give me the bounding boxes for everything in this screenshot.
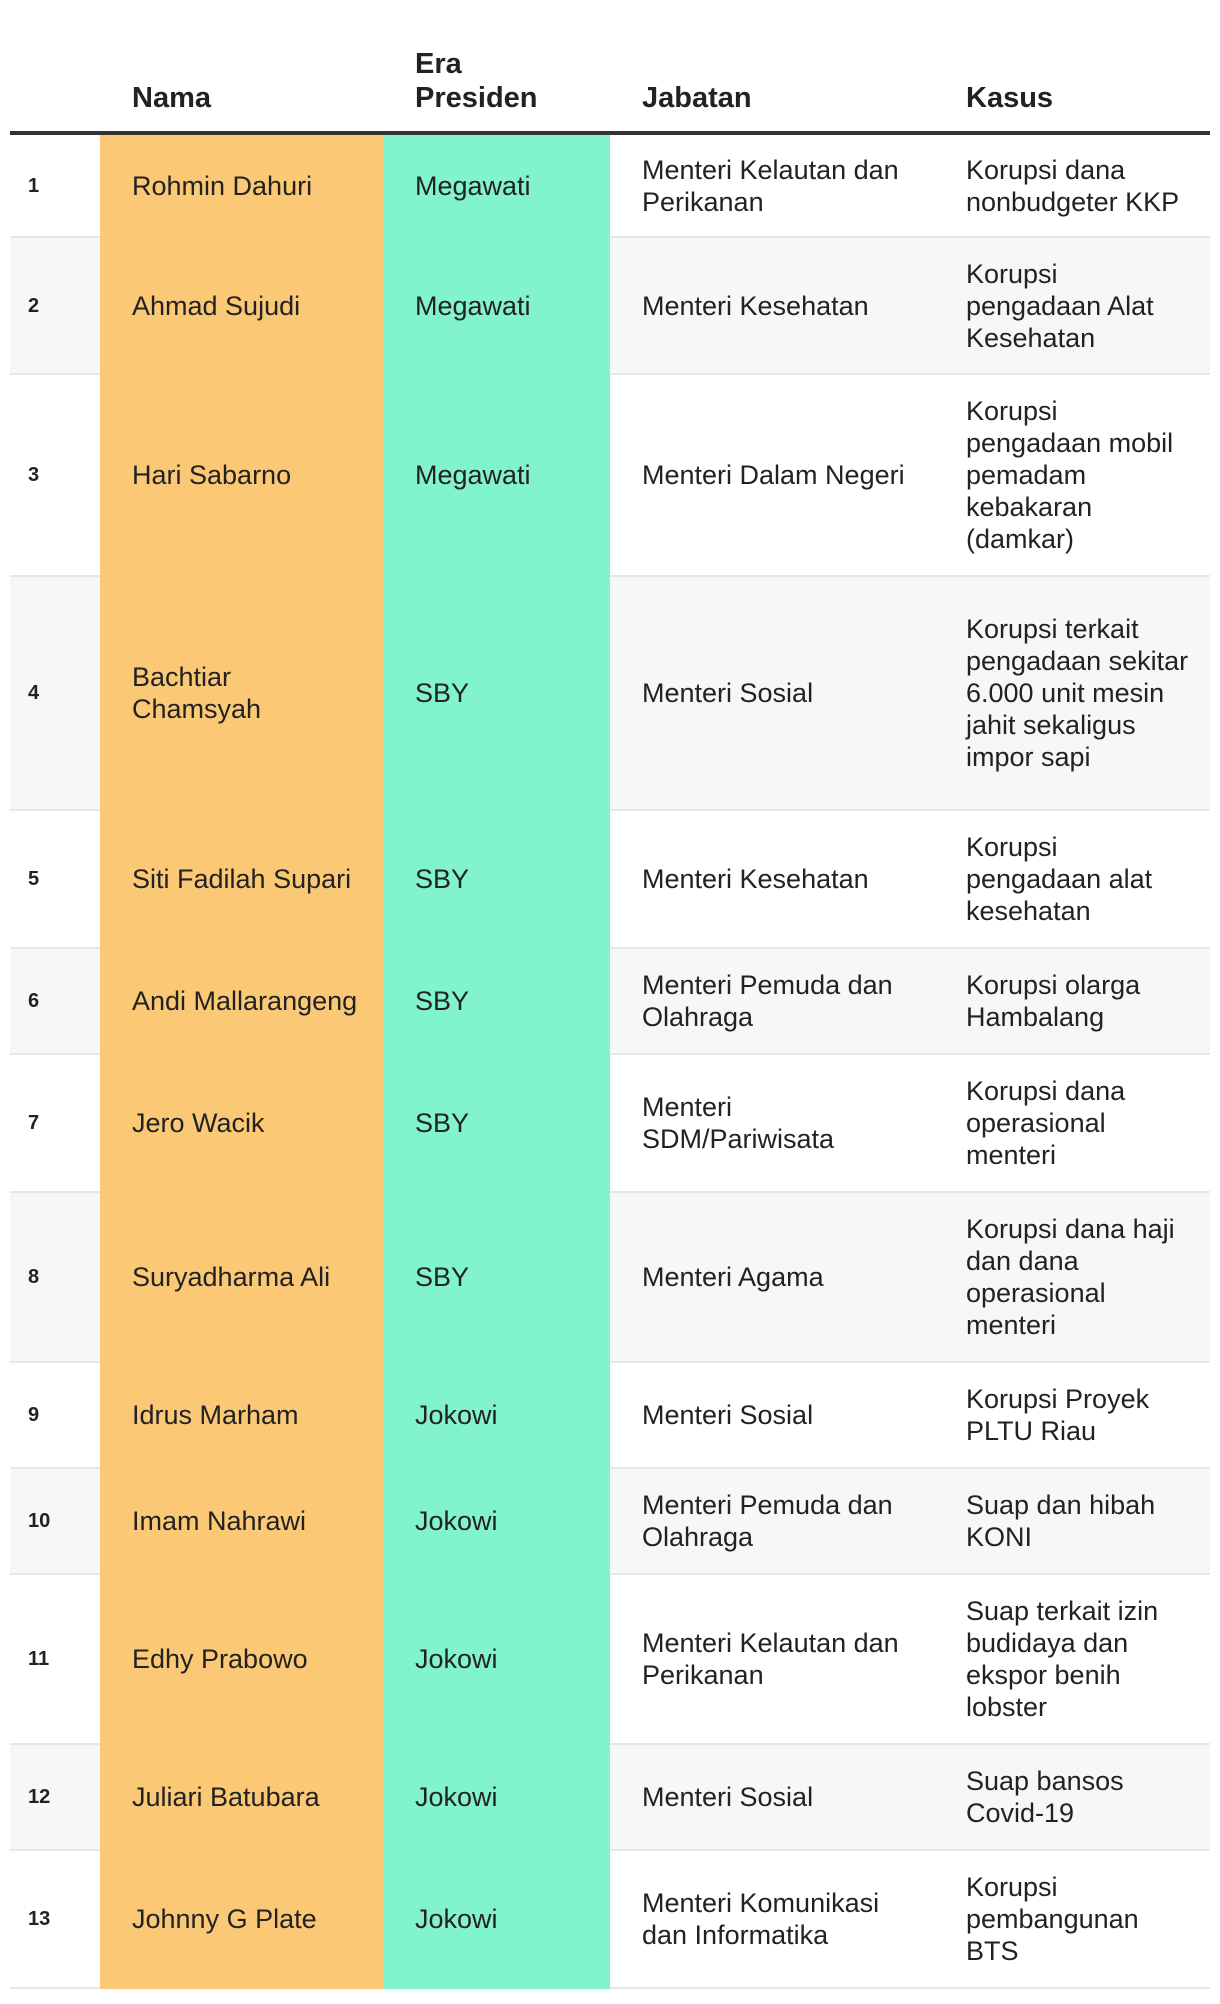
cell-era: SBY (383, 1054, 610, 1192)
cell-nama: Ahmad Sujudi (100, 237, 383, 374)
row-number: 5 (10, 810, 100, 948)
cell-era: Jokowi (383, 1850, 610, 1988)
cell-kasus: Korupsi pengadaan Alat Kesehatan (934, 237, 1210, 374)
row-number: 4 (10, 576, 100, 810)
row-number: 2 (10, 237, 100, 374)
table-header (10, 0, 1210, 133)
table-row (10, 133, 1210, 237)
cell-era: SBY (383, 948, 610, 1054)
cell-kasus: Korupsi Proyek PLTU Riau (934, 1362, 1210, 1468)
cell-nama: Jero Wacik (100, 1054, 383, 1192)
header-era-line1: Era (415, 48, 462, 80)
cell-nama: Edhy Prabowo (100, 1574, 383, 1744)
header-no (10, 0, 100, 133)
row-number: 12 (10, 1744, 100, 1850)
cell-kasus: Korupsi dana operasional menteri (934, 1054, 1210, 1192)
row-number: 7 (10, 1054, 100, 1192)
cell-era: SBY (383, 576, 610, 810)
row-number: 8 (10, 1192, 100, 1362)
cell-era: Jokowi (383, 1744, 610, 1850)
cell-kasus: Korupsi pembangunan BTS (934, 1850, 1210, 1988)
cell-era: Megawati (383, 133, 610, 237)
cell-jabatan: Menteri Sosial (610, 1744, 934, 1850)
cell-era: Jokowi (383, 1574, 610, 1744)
cell-kasus: Suap bansos Covid-19 (934, 1744, 1210, 1850)
cell-kasus: Korupsi terkait pengadaan sekitar 6.000 unit mesin jahit sekaligus impor sapi (934, 576, 1210, 810)
cell-jabatan: Menteri Pemuda dan Olahraga (610, 1468, 934, 1574)
cell-jabatan: Menteri Kelautan dan Perikanan (610, 133, 934, 237)
cell-nama: Siti Fadilah Supari (100, 810, 383, 948)
header-era-presiden (383, 0, 610, 133)
cell-nama: Idrus Marham (100, 1362, 383, 1468)
cell-era: Megawati (383, 237, 610, 374)
header-kasus: Kasus (934, 0, 1210, 133)
row-number: 3 (10, 374, 100, 576)
cell-kasus: Korupsi dana haji dan dana operasional menteri (934, 1192, 1210, 1362)
row-number: 13 (10, 1850, 100, 1988)
row-number: 11 (10, 1574, 100, 1744)
cell-jabatan: Menteri Kesehatan (610, 237, 934, 374)
table-body (10, 133, 1210, 1988)
cell-era: Jokowi (383, 1362, 610, 1468)
table-row (10, 1574, 1210, 1744)
table-row (10, 576, 1210, 810)
cell-nama: Bachtiar Chamsyah (100, 576, 383, 810)
table-row (10, 1468, 1210, 1574)
header-row (10, 0, 1210, 133)
table-row (10, 1054, 1210, 1192)
cell-kasus: Korupsi pengadaan alat kesehatan (934, 810, 1210, 948)
header-jabatan: Jabatan (610, 0, 934, 133)
cell-jabatan: Menteri Dalam Negeri (610, 374, 934, 576)
cell-nama: Suryadharma Ali (100, 1192, 383, 1362)
table-row (10, 374, 1210, 576)
ministers-corruption-table (10, 0, 1210, 1989)
row-number: 6 (10, 948, 100, 1054)
table-row (10, 948, 1210, 1054)
cell-kasus: Suap terkait izin budidaya dan ekspor benih lobster (934, 1574, 1210, 1744)
cell-era: SBY (383, 1192, 610, 1362)
cell-nama: Andi Mallarangeng (100, 948, 383, 1054)
table-row (10, 810, 1210, 948)
row-number: 1 (10, 133, 100, 237)
row-number: 10 (10, 1468, 100, 1574)
cell-kasus: Suap dan hibah KONI (934, 1468, 1210, 1574)
table-row (10, 1362, 1210, 1468)
cell-jabatan: Menteri Sosial (610, 1362, 934, 1468)
cell-jabatan: Menteri Komunikasi dan Informatika (610, 1850, 934, 1988)
cell-era: Megawati (383, 374, 610, 576)
cell-kasus: Korupsi dana nonbudgeter KKP (934, 133, 1210, 237)
cell-jabatan: Menteri Agama (610, 1192, 934, 1362)
cell-nama: Johnny G Plate (100, 1850, 383, 1988)
cell-jabatan: Menteri Pemuda dan Olahraga (610, 948, 934, 1054)
cell-jabatan: Menteri Kesehatan (610, 810, 934, 948)
row-number: 9 (10, 1362, 100, 1468)
cell-nama: Hari Sabarno (100, 374, 383, 576)
table-row (10, 237, 1210, 374)
cell-nama: Juliari Batubara (100, 1744, 383, 1850)
table-row (10, 1744, 1210, 1850)
cell-kasus: Korupsi pengadaan mobil pemadam kebakaran (damkar) (934, 374, 1210, 576)
cell-nama: Rohmin Dahuri (100, 133, 383, 237)
cell-era: SBY (383, 810, 610, 948)
cell-nama: Imam Nahrawi (100, 1468, 383, 1574)
cell-jabatan: Menteri Sosial (610, 576, 934, 810)
cell-jabatan: Menteri SDM/Pariwisata (610, 1054, 934, 1192)
header-nama: Nama (100, 0, 383, 133)
table-row (10, 1192, 1210, 1362)
cell-kasus: Korupsi olarga Hambalang (934, 948, 1210, 1054)
cell-jabatan: Menteri Kelautan dan Perikanan (610, 1574, 934, 1744)
header-era-line2: Presiden (415, 82, 538, 114)
table-container (10, 0, 1210, 1989)
cell-era: Jokowi (383, 1468, 610, 1574)
table-row (10, 1850, 1210, 1988)
